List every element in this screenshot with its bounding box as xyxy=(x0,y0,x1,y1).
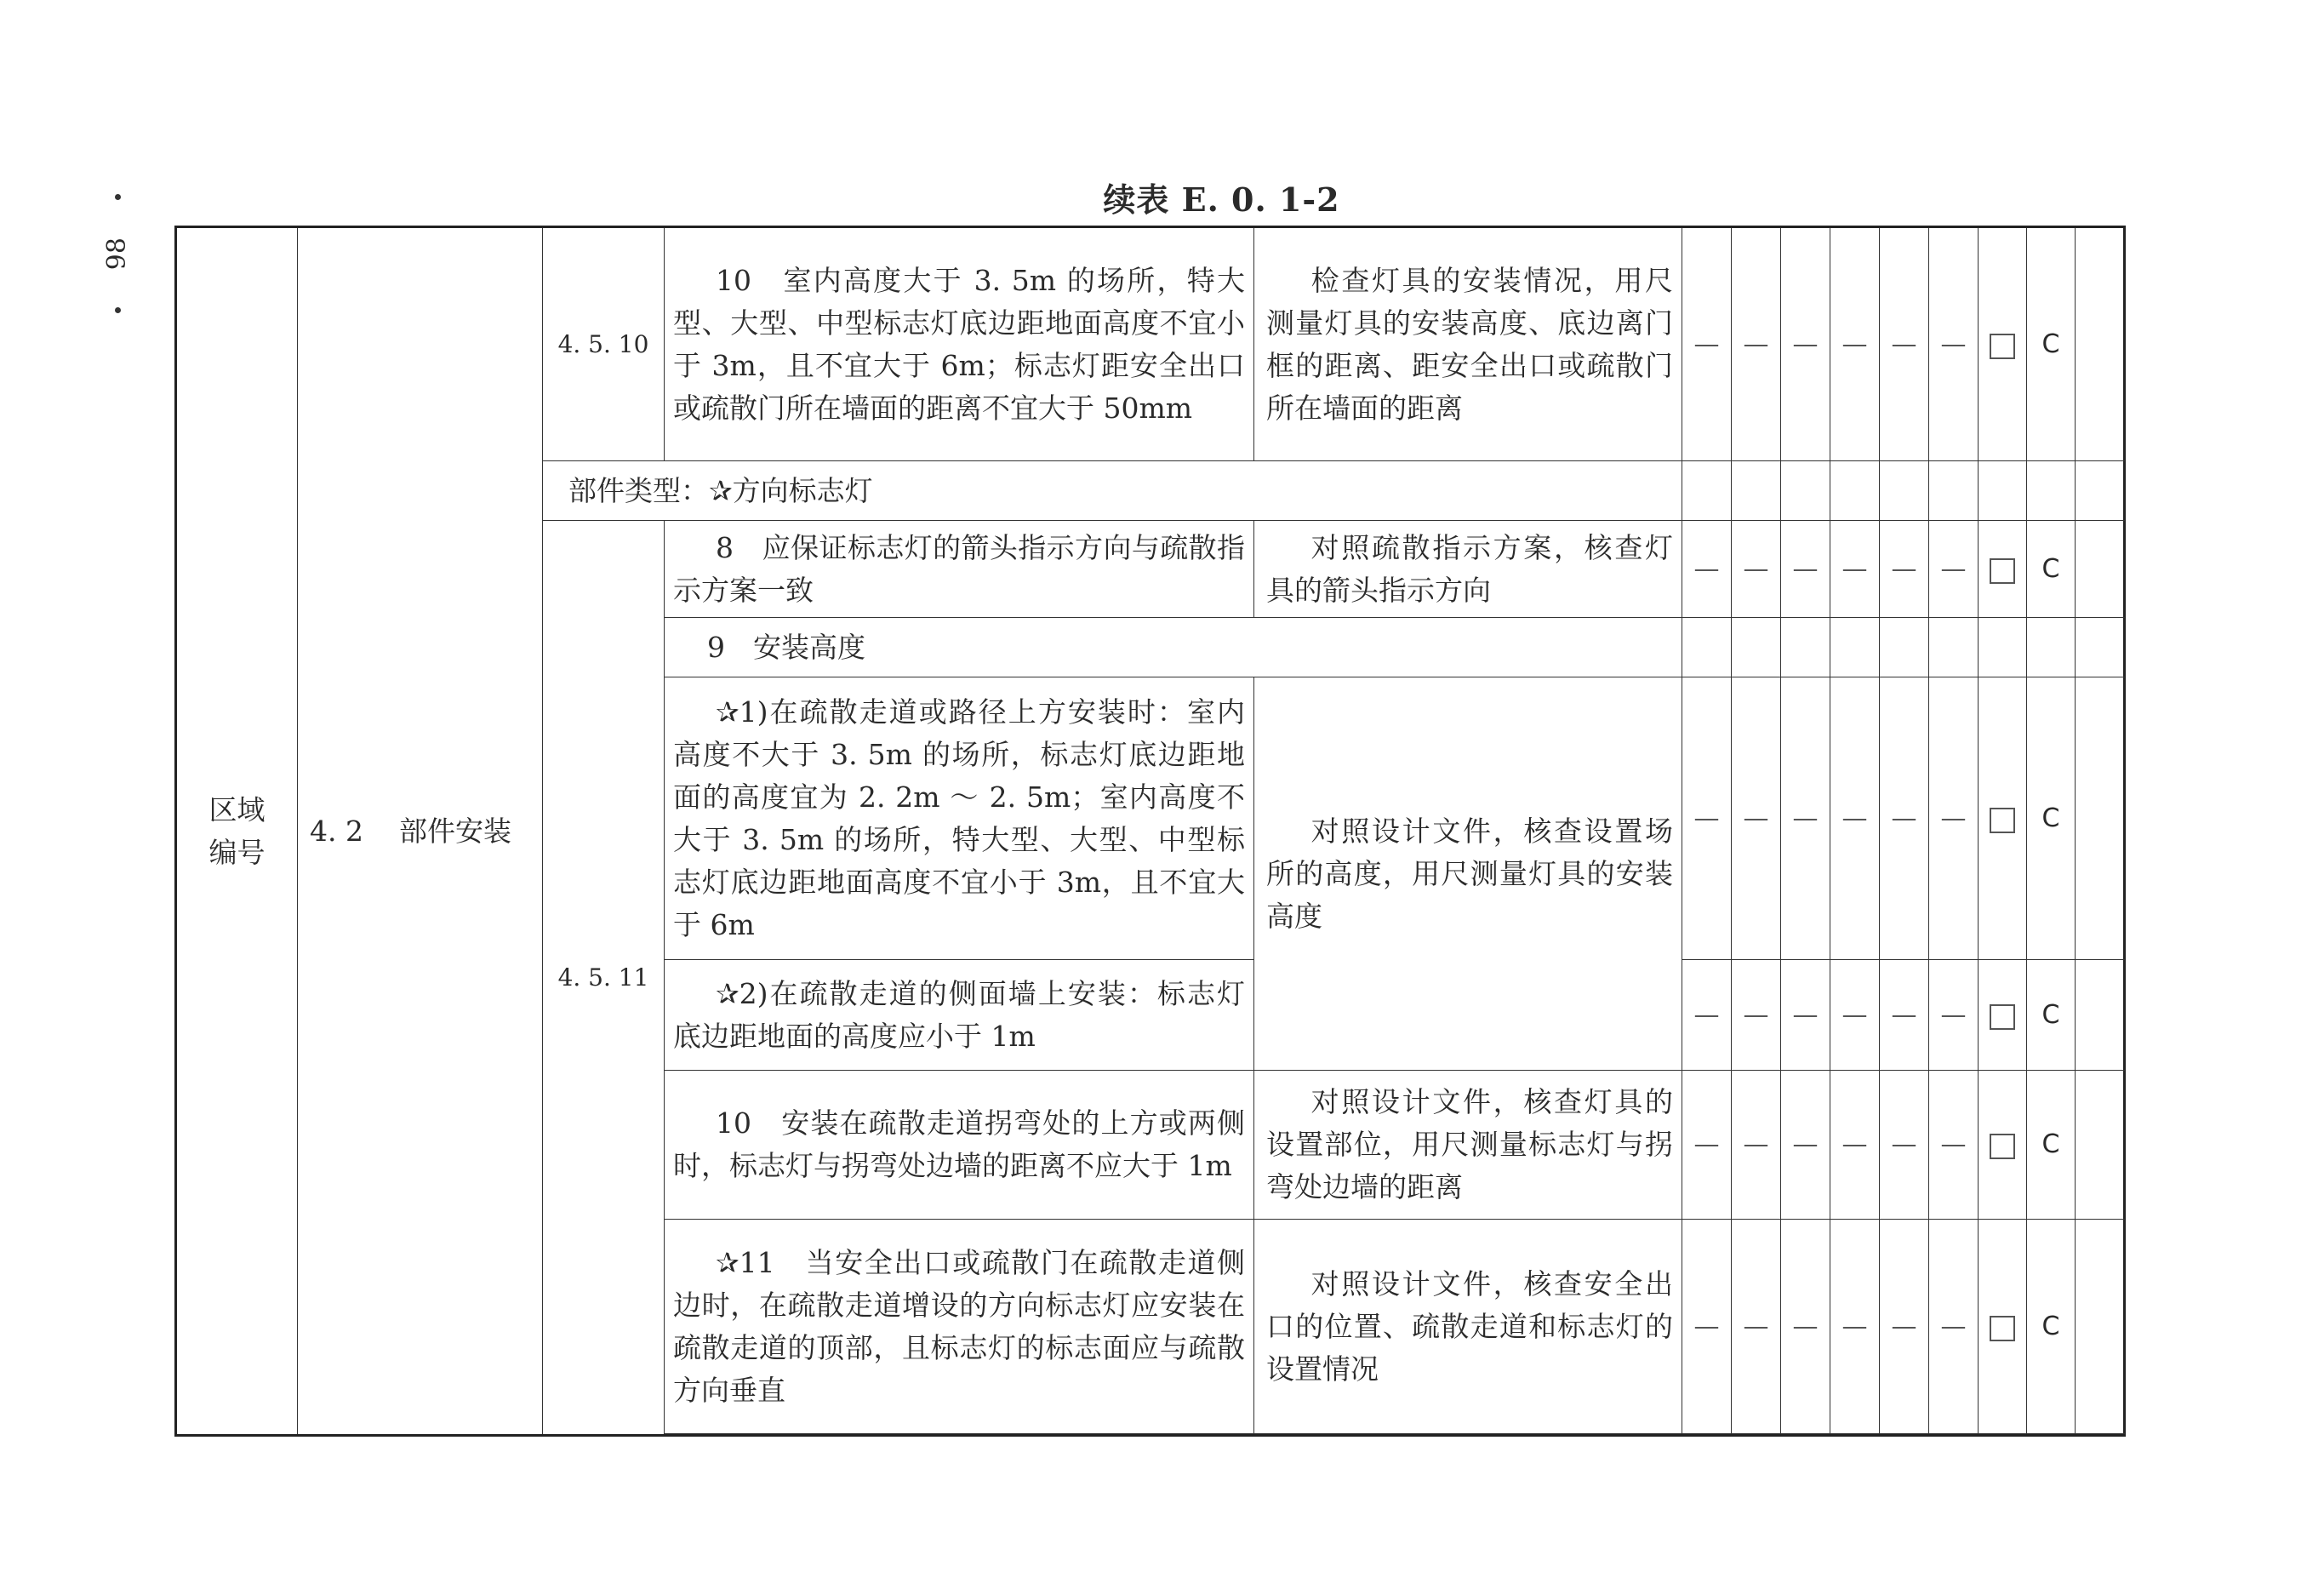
inspection-table xyxy=(174,226,2126,1437)
checkbox-square-icon[interactable] xyxy=(1990,1316,2015,1341)
checkbox-cell[interactable] xyxy=(1979,227,2027,461)
section-label: 4. 2 部件安装 xyxy=(298,227,543,1436)
table-caption: 续表 E. 0. 1-2 xyxy=(1103,180,1340,219)
grade-cell: C xyxy=(2027,521,2076,618)
empty-cell xyxy=(1880,461,1929,521)
dash-cell: — xyxy=(1732,1220,1781,1434)
empty-cell xyxy=(1979,618,2027,677)
dash-cell: — xyxy=(1830,1071,1880,1220)
dash-cell: — xyxy=(1781,677,1830,960)
empty-cell xyxy=(2076,461,2125,521)
empty-cell xyxy=(2076,618,2125,677)
checkbox-square-icon[interactable] xyxy=(1990,808,2015,833)
dash-cell: — xyxy=(1682,521,1732,618)
install-height-label: 9 安装高度 xyxy=(665,618,1682,677)
dash-cell: — xyxy=(1682,1071,1732,1220)
empty-cell xyxy=(1880,618,1929,677)
empty-cell xyxy=(2027,461,2076,521)
empty-cell xyxy=(1830,461,1880,521)
empty-cell xyxy=(2027,618,2076,677)
dash-cell: — xyxy=(1929,1071,1979,1220)
empty-cell xyxy=(1732,461,1781,521)
dash-cell: — xyxy=(1830,1220,1880,1434)
dash-cell: — xyxy=(1781,1220,1830,1434)
empty-cell xyxy=(1979,461,2027,521)
clause-number: 4. 5. 11 xyxy=(543,521,665,1436)
dash-cell: — xyxy=(1732,227,1781,461)
empty-cell xyxy=(1682,618,1732,677)
dash-cell: — xyxy=(1781,960,1830,1071)
checkbox-cell[interactable] xyxy=(1979,1220,2027,1434)
dash-cell: — xyxy=(1682,1220,1732,1434)
region-number-header: 区域 编号 xyxy=(176,227,298,1436)
clause-number: 4. 5. 10 xyxy=(543,227,665,461)
check-method-text: 对照设计文件，核查设置场所的高度，用尺测量灯具的安装高度 xyxy=(1254,677,1682,1071)
dash-cell: — xyxy=(1880,227,1929,461)
dash-cell: — xyxy=(1781,227,1830,461)
requirement-text: ✰11 当安全出口或疏散门在疏散走道侧边时，在疏散走道增设的方向标志灯应安装在疏散走道的顶部，且标志灯的标志面应与疏散方向垂直 xyxy=(665,1220,1254,1434)
grade-cell: C xyxy=(2027,677,2076,960)
dash-cell: — xyxy=(1732,521,1781,618)
requirement-text: 10 室内高度大于 3. 5m 的场所，特大型、大型、中型标志灯底边距地面高度不宜小于 3m，且不宜大于 6m；标志灯距安全出口或疏散门所在墙面的距离不宜大于 50mm xyxy=(665,227,1254,461)
table-row xyxy=(176,227,2125,461)
check-method-text: 对照设计文件，核查安全出口的位置、疏散走道和标志灯的设置情况 xyxy=(1254,1220,1682,1434)
check-method-text: 检查灯具的安装情况，用尺测量灯具的安装高度、底边离门框的距离、距安全出口或疏散门所在墙面的距离 xyxy=(1254,227,1682,461)
dash-cell: — xyxy=(1880,960,1929,1071)
dash-cell: — xyxy=(1682,677,1732,960)
empty-cell xyxy=(1682,461,1732,521)
dash-cell: — xyxy=(1781,521,1830,618)
checkbox-square-icon[interactable] xyxy=(1990,334,2015,359)
checkbox-square-icon[interactable] xyxy=(1990,1134,2015,1159)
dash-cell: — xyxy=(1929,521,1979,618)
empty-cell xyxy=(1781,618,1830,677)
requirement-text: ✰1)在疏散走道或路径上方安装时：室内高度不大于 3. 5m 的场所，标志灯底边距地面的高度宜为 2. 2m ～ 2. 5m；室内高度不大于 3. 5m 的场所，特大型、大型、中型标志灯底边距地面高度不宜小于 3m，且不宜大于 6m xyxy=(665,677,1254,960)
dash-cell: — xyxy=(1929,227,1979,461)
checkbox-square-icon[interactable] xyxy=(1990,1004,2015,1030)
dash-cell: — xyxy=(1830,677,1880,960)
checkbox-cell[interactable] xyxy=(1979,960,2027,1071)
bullet-dot-icon xyxy=(115,307,121,313)
dash-cell: — xyxy=(1830,521,1880,618)
check-method-text: 对照疏散指示方案，核查灯具的箭头指示方向 xyxy=(1254,521,1682,618)
dash-cell: — xyxy=(1929,960,1979,1071)
checkbox-cell[interactable] xyxy=(1979,677,2027,960)
dash-cell: — xyxy=(1781,1071,1830,1220)
checkbox-cell[interactable] xyxy=(1979,521,2027,618)
component-type-label: 部件类型：✰方向标志灯 xyxy=(543,461,1682,521)
requirement-text: 10 安装在疏散走道拐弯处的上方或两侧时，标志灯与拐弯处边墙的距离不应大于 1m xyxy=(665,1071,1254,1220)
grade-cell: C xyxy=(2027,227,2076,461)
dash-cell: — xyxy=(1830,227,1880,461)
spacer-cell xyxy=(665,1434,2125,1436)
empty-cell xyxy=(2076,1220,2125,1434)
dash-cell: — xyxy=(1880,1220,1929,1434)
empty-cell xyxy=(2076,960,2125,1071)
dash-cell: — xyxy=(1732,1071,1781,1220)
checkbox-cell[interactable] xyxy=(1979,1071,2027,1220)
dash-cell: — xyxy=(1880,1071,1929,1220)
dash-cell: — xyxy=(1929,677,1979,960)
dash-cell: — xyxy=(1929,1220,1979,1434)
grade-cell: C xyxy=(2027,960,2076,1071)
check-method-text: 对照设计文件，核查灯具的设置部位，用尺测量标志灯与拐弯处边墙的距离 xyxy=(1254,1071,1682,1220)
dash-cell: — xyxy=(1732,677,1781,960)
empty-cell xyxy=(1830,618,1880,677)
empty-cell xyxy=(1781,461,1830,521)
dash-cell: — xyxy=(1880,521,1929,618)
dash-cell: — xyxy=(1830,960,1880,1071)
empty-cell xyxy=(1929,618,1979,677)
empty-cell xyxy=(1732,618,1781,677)
empty-cell xyxy=(2076,677,2125,960)
requirement-text: 8 应保证标志灯的箭头指示方向与疏散指示方案一致 xyxy=(665,521,1254,618)
empty-cell xyxy=(2076,521,2125,618)
dash-cell: — xyxy=(1732,960,1781,1071)
dash-cell: — xyxy=(1682,227,1732,461)
empty-cell xyxy=(1929,461,1979,521)
dash-cell: — xyxy=(1880,677,1929,960)
grade-cell: C xyxy=(2027,1220,2076,1434)
grade-cell: C xyxy=(2027,1071,2076,1220)
dash-cell: — xyxy=(1682,960,1732,1071)
requirement-text: ✰2)在疏散走道的侧面墙上安装：标志灯底边距地面的高度应小于 1m xyxy=(665,960,1254,1071)
empty-cell xyxy=(2076,227,2125,461)
page-number-text: 98 xyxy=(102,237,132,271)
empty-cell xyxy=(2076,1071,2125,1220)
checkbox-square-icon[interactable] xyxy=(1990,558,2015,584)
